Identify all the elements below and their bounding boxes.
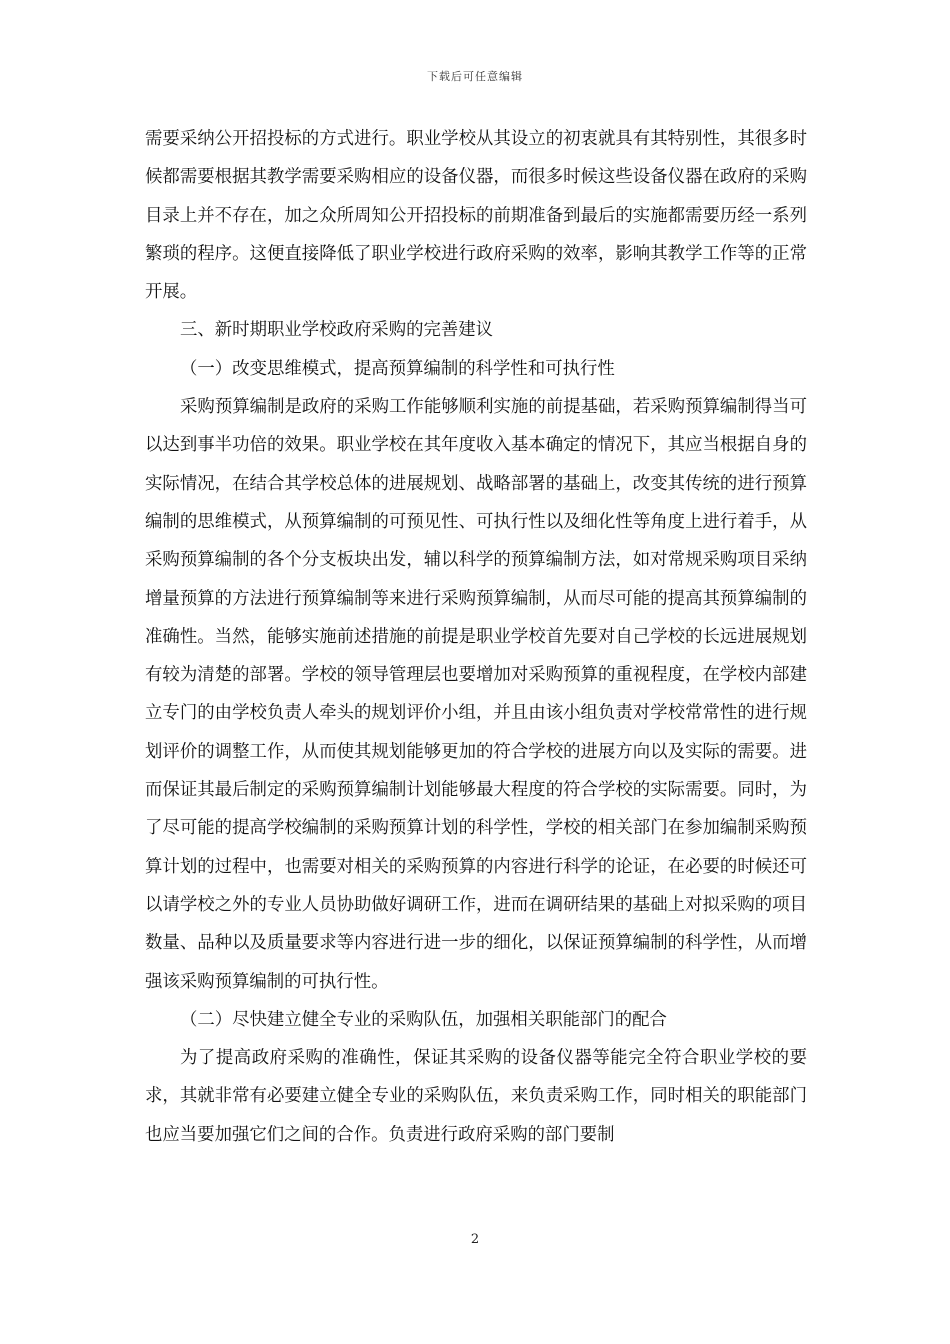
document-body	[145, 120, 807, 1154]
page-number: 2	[470, 1232, 480, 1247]
paragraph-budget: 采购预算编制是政府的采购工作能够顺利实施的前提基础，若采购预算编制得当可以达到事半功倍的效果。职业学校在其年度收入基本确定的情况下，其应当根据自身的实际情况，在结合其学校总体的进展规划、战略部署的基础上，改变其传统的进行预算编制的思维模式，从预算编制的可预见性、可执行性以及细化性等角度上进行着手，从采购预算编制的各个分支板块出发，辅以科学的预算编制方法，如对常规采购项目采纳增量预算的方法进行预算编制等来进行采购预算编制，从而尽可能的提高其预算编制的准确性。当然，能够实施前述措施的前提是职业学校首先要对自己学校的长远进展规划有较为清楚的部署。学校的领导管理层也要增加对采购预算的重视程度，在学校内部建立专门的由学校负责人牵头的规划评价小组，并且由该小组负责对学校常常性的进行规划评价的调整工作，从而使其规划能够更加的符合学校的进展方向以及实际的需要。进而保证其最后制定的采购预算编制计划能够最大程度的符合学校的实际需要。同时，为了尽可能的提高学校编制的采购预算计划的科学性，学校的相关部门在参加编制采购预算计划的过程中，也需要对相关的采购预算的内容进行科学的论证，在必要的时候还可以请学校之外的专业人员协助做好调研工作，进而在调研结果的基础上对拟采购的项目数量、品种以及质量要求等内容进行进一步的细化，以保证预算编制的科学性，从而增强该采购预算编制的可执行性。	[145, 397, 807, 992]
subsection-heading-1: （一）改变思维模式，提高预算编制的科学性和可执行性	[180, 358, 615, 379]
subsection-heading-2: （二）尽快建立健全专业的采购队伍，加强相关职能部门的配合	[180, 1009, 667, 1030]
paragraph-procurement-team: 为了提高政府采购的准确性，保证其采购的设备仪器等能完全符合职业学校的要求，其就非常有必要建立健全专业的采购队伍，来负责采购工作，同时相关的职能部门也应当要加强它们之间的合作。负责进行政府采购的部门要制	[145, 1048, 807, 1145]
page-header: 下载后可任意编辑	[427, 70, 523, 83]
section-heading: 三、新时期职业学校政府采购的完善建议	[180, 320, 494, 341]
paragraph-continuation: 需要采纳公开招投标的方式进行。职业学校从其设立的初衷就具有其特别性，其很多时候都需要根据其教学需要采购相应的设备仪器，而很多时候这些设备仪器在政府的采购目录上并不存在，加之众所周知公开招投标的前期准备到最后的实施都需要历经一系列繁琐的程序。这便直接降低了职业学校进行政府采购的效率，影响其教学工作等的正常开展。	[145, 129, 807, 303]
